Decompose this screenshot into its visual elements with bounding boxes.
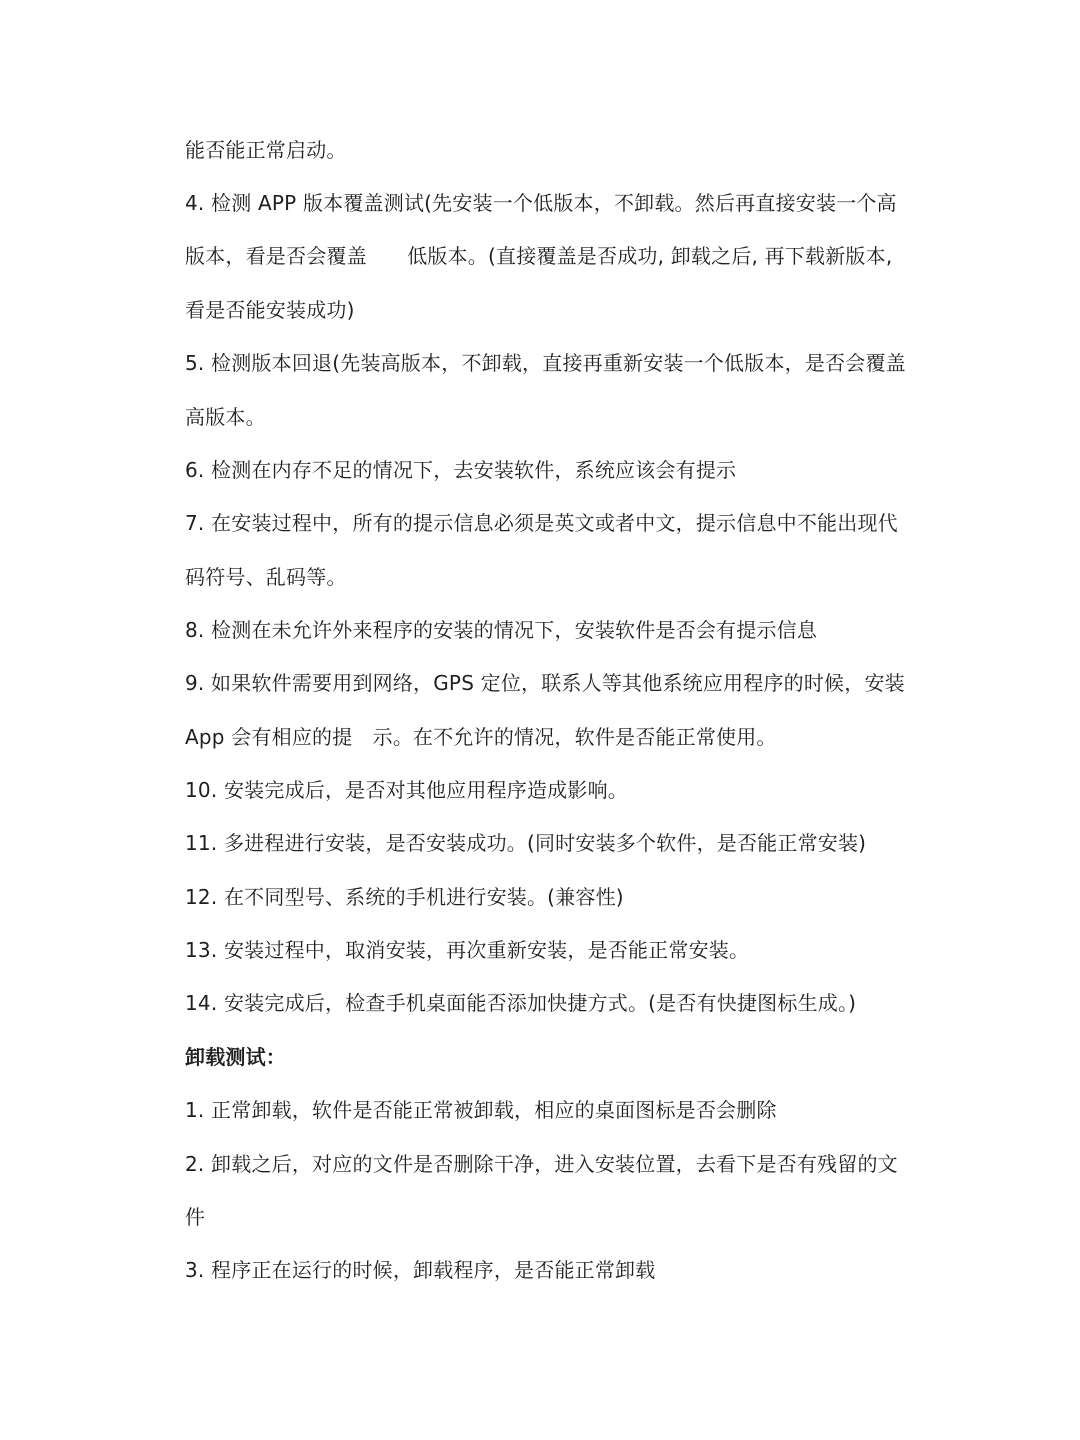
uninstall-item-3: 3. 程序正在运行的时候，卸载程序，是否能正常卸载 xyxy=(185,1258,656,1282)
list-item-8: 8. 检测在未允许外来程序的安装的情况下，安装软件是否会有提示信息 xyxy=(185,618,818,642)
uninstall-item-2-cont: 件 xyxy=(185,1205,206,1229)
list-item-7: 7. 在安装过程中，所有的提示信息必须是英文或者中文，提示信息中不能出现代 xyxy=(185,511,898,535)
text-line-1: 能否能正常启动。 xyxy=(185,138,347,162)
list-item-9: 9. 如果软件需要用到网络，GPS 定位，联系人等其他系统应用程序的时候，安装 xyxy=(185,671,905,695)
section-heading-uninstall: 卸载测试： xyxy=(185,1045,286,1069)
list-item-4: 4. 检测 APP 版本覆盖测试(先安装一个低版本，不卸载。然后再直接安装一个高 xyxy=(185,191,897,215)
uninstall-item-1: 1. 正常卸载，软件是否能正常被卸载，相应的桌面图标是否会删除 xyxy=(185,1098,777,1122)
list-item-13: 13. 安装过程中，取消安装，再次重新安装，是否能正常安装。 xyxy=(185,938,750,962)
list-item-9-cont: App 会有相应的提 示。在不允许的情况，软件是否能正常使用。 xyxy=(185,725,777,749)
list-item-12: 12. 在不同型号、系统的手机进行安装。(兼容性) xyxy=(185,885,624,909)
list-item-4-cont-2: 看是否能安装成功) xyxy=(185,298,355,322)
list-item-11: 11. 多进程进行安装，是否安装成功。(同时安装多个软件，是否能正常安装) xyxy=(185,831,867,855)
list-item-14: 14. 安装完成后，检查手机桌面能否添加快捷方式。(是否有快捷图标生成。) xyxy=(185,991,857,1015)
list-item-4-cont-1: 版本，看是否会覆盖 低版本。(直接覆盖是否成功, 卸载之后, 再下载新版本, xyxy=(185,244,893,268)
list-item-7-cont: 码符号、乱码等。 xyxy=(185,565,347,589)
uninstall-item-2: 2. 卸载之后，对应的文件是否删除干净，进入安装位置，去看下是否有残留的文 xyxy=(185,1152,898,1176)
list-item-5-cont: 高版本。 xyxy=(185,405,266,429)
list-item-5: 5. 检测版本回退(先装高版本，不卸载，直接再重新安装一个低版本，是否会覆盖 xyxy=(185,351,906,375)
list-item-10: 10. 安装完成后，是否对其他应用程序造成影响。 xyxy=(185,778,628,802)
list-item-6: 6. 检测在内存不足的情况下，去安装软件，系统应该会有提示 xyxy=(185,458,737,482)
